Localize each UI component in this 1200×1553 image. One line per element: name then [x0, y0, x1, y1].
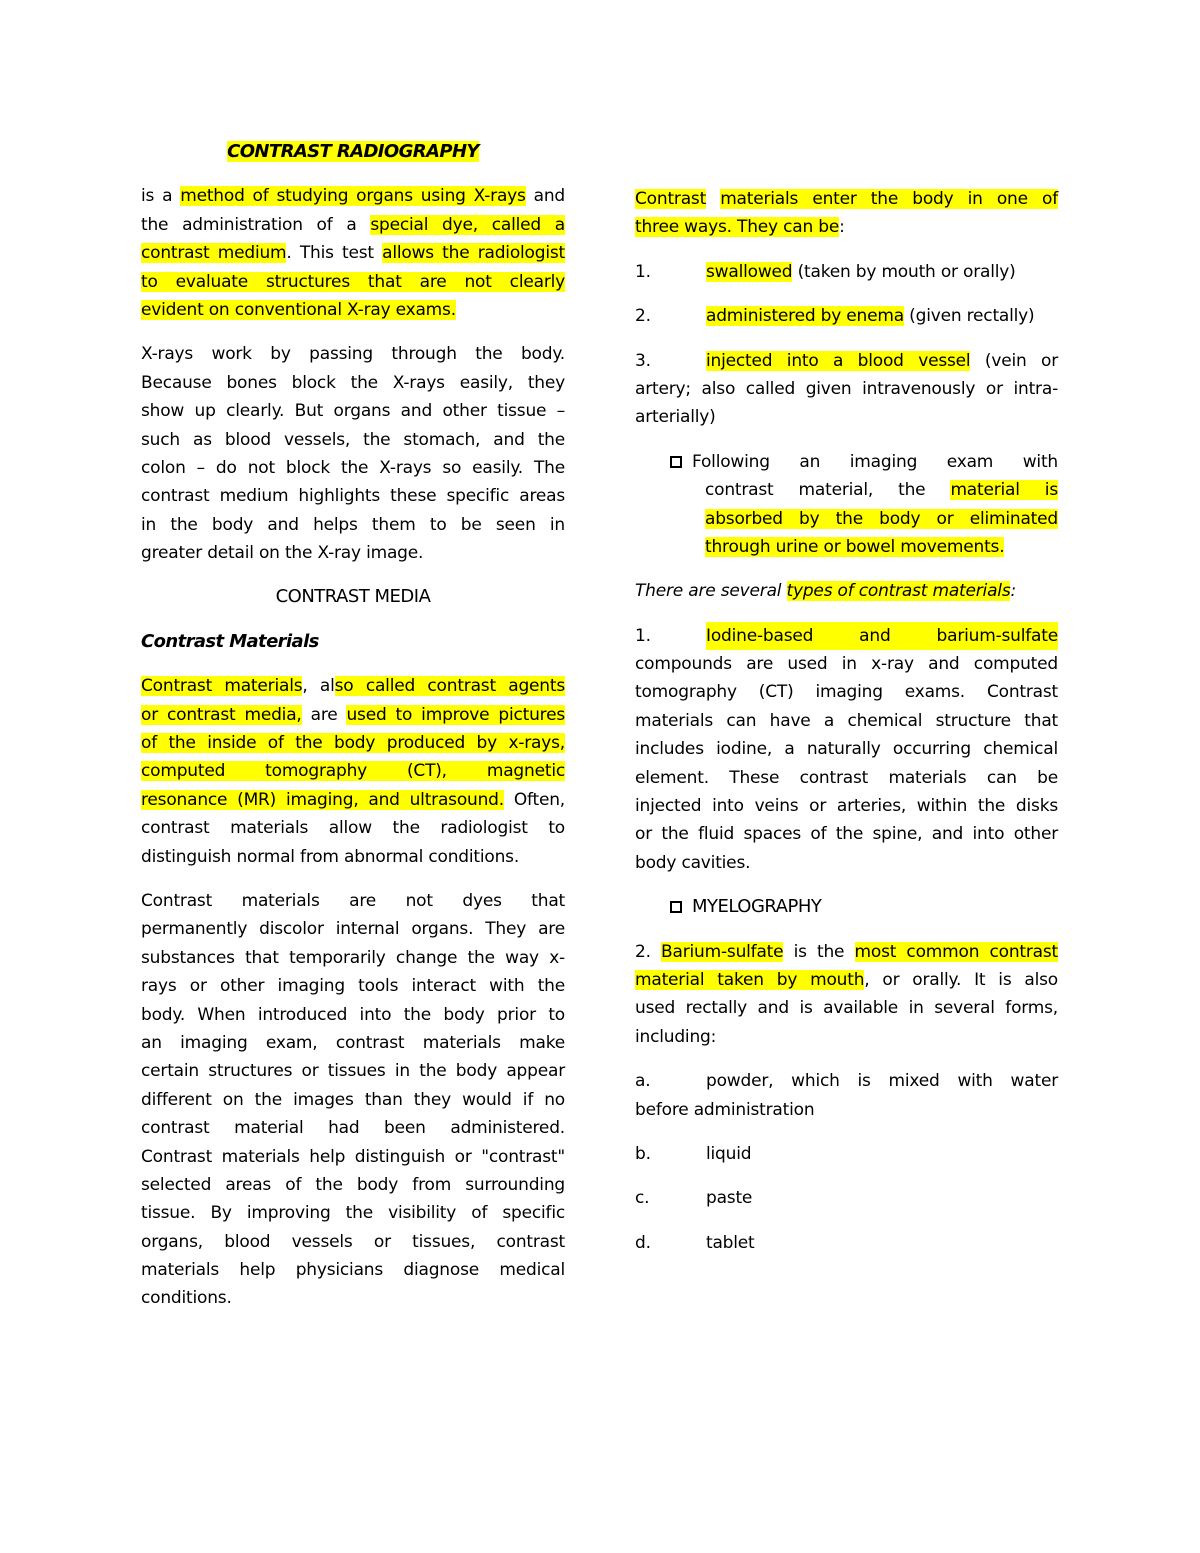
text-line: body cavities. [635, 852, 751, 873]
text: : [839, 217, 845, 238]
paragraph-xrays [141, 340, 565, 567]
heading-text: MYELOGRAPHY [692, 896, 822, 918]
text-line: organs, blood vessels or tissues, contrast [141, 1231, 565, 1252]
highlight: swallowed [706, 261, 793, 282]
highlight: injected into a blood vessel [706, 350, 971, 371]
highlight: most common contrast [854, 941, 1059, 962]
list-item-iodine [635, 622, 1058, 878]
checkbox-bullet-icon [670, 901, 682, 913]
highlight: to evaluate structures that are not clearly [141, 271, 565, 292]
text: There are several [635, 581, 787, 602]
text-line: show up clearly. But organs and other tissue – [141, 401, 565, 422]
myelography-heading [635, 893, 1058, 921]
left-column [141, 138, 565, 1313]
form-item-paste [635, 1184, 1058, 1212]
text-line: Contrast materials are not dyes that [141, 890, 565, 911]
text: liquid [706, 1143, 752, 1164]
highlight: computed tomography (CT), magnetic [141, 761, 565, 782]
highlight: allows the radiologist [382, 243, 565, 264]
text-line: materials help physicians diagnose medical [141, 1260, 565, 1281]
types-intro [635, 577, 1058, 605]
text-line: used rectally and is available in several forms, [635, 998, 1058, 1019]
list-number: 1. [635, 261, 651, 282]
list-number: 1. [635, 625, 651, 646]
list-letter: d. [635, 1232, 651, 1253]
text: (taken by mouth or orally) [792, 261, 1016, 282]
highlight: contrast medium [141, 243, 287, 264]
list-number: 3. [635, 350, 651, 371]
highlight: resonance (MR) imaging, and ultrasound. [141, 789, 504, 810]
highlight: absorbed by the body or eliminated [705, 508, 1058, 529]
highlight: used to improve pictures [346, 704, 566, 725]
highlight: materials enter the body in one of [720, 189, 1058, 209]
text-line: injected into veins or arteries, within the disks [635, 796, 1058, 817]
subheading-contrast-materials: Contrast Materials [141, 630, 319, 652]
highlight: types of contrast materials [786, 581, 1011, 602]
form-item-tablet [635, 1229, 1058, 1257]
list-item-swallowed [635, 258, 1058, 286]
text-line: arterially) [635, 407, 716, 428]
paragraph-entry-ways [635, 185, 1058, 242]
text: 2. [635, 941, 662, 962]
highlight: three ways. They can be [635, 217, 840, 238]
checkbox-bullet-icon [670, 456, 682, 468]
form-item-liquid [635, 1140, 1058, 1168]
text-line: colon – do not block the X-rays so easily. The [141, 457, 565, 478]
highlight: through urine or bowel movements. [705, 536, 1005, 557]
highlight: special dye, called a [370, 214, 566, 235]
text-line: distinguish normal from abnormal conditions. [141, 846, 520, 867]
text: tablet [706, 1232, 755, 1253]
highlight: administered by enema [706, 306, 904, 327]
text: . This test [286, 243, 383, 264]
text-line: Contrast materials help distinguish or "contrast" [141, 1146, 565, 1167]
text-line: contrast medium highlights these specific areas [141, 486, 565, 507]
list-letter: a. [635, 1071, 651, 1092]
text-line: an imaging exam, contrast materials make [141, 1032, 565, 1053]
text-line: tomography (CT) imaging exams. Contrast [635, 682, 1058, 703]
text: paste [706, 1188, 753, 1209]
text: is a [141, 186, 181, 207]
text: and [525, 186, 565, 207]
text-line: in the body and helps them to be seen in [141, 514, 565, 535]
list-item-enema [635, 302, 1058, 330]
text-line: substances that temporarily change the way x- [141, 947, 565, 968]
list-letter: c. [635, 1188, 650, 1209]
list-item-barium [635, 938, 1058, 1052]
text: are [301, 704, 347, 725]
text-line: permanently discolor internal organs. They are [141, 919, 565, 940]
text-line: tissue. By improving the visibility of specific [141, 1203, 565, 1224]
highlight: evident on conventional X-ray exams. [141, 299, 456, 320]
text-line: certain structures or tissues in the body appear [141, 1061, 565, 1082]
list-letter: b. [635, 1143, 651, 1164]
paragraph-contrast-materials [141, 672, 565, 871]
text: (vein or [970, 350, 1058, 371]
text-line: element. These contrast materials can be [635, 767, 1058, 788]
highlight: or contrast media, [141, 704, 302, 725]
text-line: such as blood vessels, the stomach, and the [141, 429, 565, 450]
text-line: rays or other imaging tools interact with the [141, 976, 565, 997]
text-line: contrast material had been administered. [141, 1118, 565, 1139]
highlight: so called contrast agents [334, 676, 565, 697]
highlight: Contrast [635, 189, 707, 209]
text-line: X-rays work by passing through the body. [141, 344, 565, 365]
highlight: material taken by mouth [635, 969, 865, 990]
highlight: method of studying organs using X-rays [180, 186, 526, 207]
paragraph-not-dyes [141, 887, 565, 1313]
text-line: different on the images than they would if no [141, 1089, 565, 1110]
text-line: contrast materials allow the radiologist to [141, 818, 565, 839]
text: Often, [503, 789, 566, 810]
highlight: Contrast materials [141, 676, 303, 697]
text-line: conditions. [141, 1288, 232, 1309]
highlight: Barium-sulfate [661, 941, 784, 962]
section-heading-contrast-media: CONTRAST MEDIA [275, 586, 431, 608]
text: Following an imaging exam with [692, 451, 1058, 472]
text-line: Because bones block the X-rays easily, they [141, 372, 565, 393]
text-line: or the fluid spaces of the spine, and into other [635, 824, 1058, 845]
text: contrast material, the [705, 480, 951, 501]
text: powder, which is mixed with water [706, 1071, 1058, 1092]
page-title [141, 138, 565, 166]
text-line: artery; also called given intravenously or intra- [635, 378, 1058, 399]
text: the administration of a [141, 214, 371, 235]
text-line: selected areas of the body from surrounding [141, 1174, 565, 1195]
text: (given rectally) [903, 306, 1035, 327]
highlight: Iodine-based and barium-sulfate [706, 622, 1058, 650]
bullet-absorbed [635, 448, 1058, 562]
text-line: includes iodine, a naturally occurring chemical [635, 739, 1058, 760]
text [706, 189, 720, 209]
text: , or orally. It is also [864, 969, 1058, 990]
list-number: 2. [635, 306, 651, 327]
paragraph-definition [141, 182, 565, 324]
highlight: of the inside of the body produced by x-rays, [141, 733, 565, 754]
highlight: material is [950, 480, 1058, 501]
text: is the [783, 941, 855, 962]
text-line: before administration [635, 1099, 815, 1120]
form-item-powder [635, 1067, 1058, 1124]
title-text: CONTRAST RADIOGRAPHY [227, 141, 479, 162]
text-line: greater detail on the X-ray image. [141, 543, 424, 564]
right-column [635, 185, 1058, 1257]
text-line: compounds are used in x-ray and computed [635, 654, 1058, 675]
text: : [1010, 581, 1017, 602]
text-line: materials can have a chemical structure that [635, 710, 1058, 731]
text-line: body. When introduced into the body prior to [141, 1004, 565, 1025]
list-item-injected [635, 347, 1058, 432]
text: , al [302, 676, 335, 697]
text-line: including: [635, 1026, 717, 1047]
